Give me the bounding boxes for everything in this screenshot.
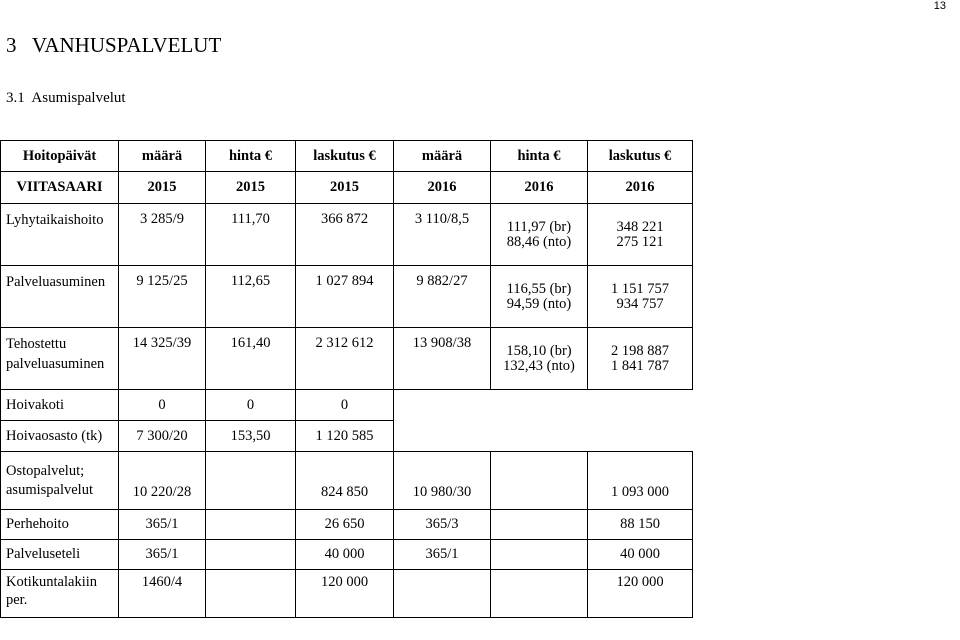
- table-cell: 1 027 894: [296, 266, 394, 328]
- table-row: [1, 452, 693, 510]
- table-cell: 1460/4: [119, 570, 206, 618]
- empty-cell: [394, 390, 693, 421]
- gross-billing: 1 151 757: [611, 281, 669, 297]
- table-cell: 161,40: [206, 328, 296, 390]
- net-billing: 275 121: [616, 233, 664, 250]
- gross-price: 111,97 (br): [506, 219, 572, 235]
- table-row: [1, 266, 693, 328]
- table-cell: 7 300/20: [119, 421, 206, 452]
- header-cell: hinta €: [206, 141, 296, 172]
- table-cell: 824 850: [296, 452, 394, 510]
- table-cell: 1 093 000: [588, 452, 693, 510]
- table-cell: 1 120 585: [296, 421, 394, 452]
- table-cell: [491, 204, 588, 266]
- table-cell: 40 000: [588, 540, 693, 570]
- table-row: [1, 540, 693, 570]
- row-label: Lyhytaikaishoito: [1, 204, 119, 266]
- table-cell: 111,70: [206, 204, 296, 266]
- net-price: 132,43 (nto): [503, 357, 575, 374]
- page-number: 13: [933, 0, 946, 12]
- chapter-title: 3 VANHUSPALVELUT: [6, 33, 222, 57]
- table-year-row: [1, 172, 693, 204]
- care-days-table: [0, 140, 693, 618]
- table-cell: 26 650: [296, 510, 394, 540]
- row-label: Palveluasuminen: [1, 266, 119, 328]
- table-row: [1, 390, 693, 421]
- table-cell: [206, 452, 296, 510]
- row-label: Hoivaosasto (tk): [1, 421, 119, 452]
- row-label: Kotikuntalakiin per.: [1, 570, 119, 618]
- row-label: Palveluseteli: [1, 540, 119, 570]
- table-cell: 120 000: [296, 570, 394, 618]
- net-billing: 934 757: [616, 295, 664, 312]
- table-row: [1, 204, 693, 266]
- table-cell: [206, 570, 296, 618]
- gross-billing: 348 221: [616, 219, 664, 235]
- header-cell: määrä: [119, 141, 206, 172]
- table-cell: [588, 328, 693, 390]
- table-header-row: [1, 141, 693, 172]
- table-cell: 9 882/27: [394, 266, 491, 328]
- table-row: [1, 421, 693, 452]
- table-cell: 2 312 612: [296, 328, 394, 390]
- table-cell: 0: [296, 390, 394, 421]
- gross-price: 116,55 (br): [506, 281, 572, 297]
- table-cell: [588, 204, 693, 266]
- table-cell: 9 125/25: [119, 266, 206, 328]
- table-cell: 365/1: [394, 540, 491, 570]
- table-cell: 153,50: [206, 421, 296, 452]
- header-cell: Hoitopäivät: [1, 141, 119, 172]
- header-cell: laskutus €: [296, 141, 394, 172]
- net-price: 88,46 (nto): [506, 233, 572, 250]
- table-row: [1, 510, 693, 540]
- header-cell: määrä: [394, 141, 491, 172]
- table-row: [1, 328, 693, 390]
- table-cell: 3 110/8,5: [394, 204, 491, 266]
- table-cell: [491, 540, 588, 570]
- row-label: Perhehoito: [1, 510, 119, 540]
- table-cell: 365/1: [119, 540, 206, 570]
- header-cell: hinta €: [491, 141, 588, 172]
- row-label: Tehostettu palveluasuminen: [1, 328, 119, 390]
- table-cell: [491, 452, 588, 510]
- table-row: [1, 570, 693, 618]
- empty-cell: [394, 421, 693, 452]
- table-cell: [394, 570, 491, 618]
- table-cell: 365/3: [394, 510, 491, 540]
- table-cell: [491, 570, 588, 618]
- row-label: Ostopalvelut; asumispalvelut: [1, 452, 119, 510]
- table-cell: [491, 510, 588, 540]
- net-billing: 1 841 787: [611, 357, 669, 374]
- table-cell: 120 000: [588, 570, 693, 618]
- header-cell: 2015: [119, 172, 206, 204]
- table-cell: 10 220/28: [119, 452, 206, 510]
- table-cell: 0: [119, 390, 206, 421]
- row-label: Hoivakoti: [1, 390, 119, 421]
- table-cell: [206, 540, 296, 570]
- table-cell: 112,65: [206, 266, 296, 328]
- header-cell: 2015: [206, 172, 296, 204]
- net-price: 94,59 (nto): [506, 295, 572, 312]
- table-cell: 366 872: [296, 204, 394, 266]
- table-cell: 40 000: [296, 540, 394, 570]
- table-cell: 88 150: [588, 510, 693, 540]
- table-cell: 365/1: [119, 510, 206, 540]
- gross-price: 158,10 (br): [506, 343, 572, 359]
- table-cell: 0: [206, 390, 296, 421]
- table-cell: [491, 266, 588, 328]
- gross-billing: 2 198 887: [611, 343, 669, 359]
- header-cell: laskutus €: [588, 141, 693, 172]
- header-cell: 2016: [588, 172, 693, 204]
- header-cell: 2015: [296, 172, 394, 204]
- table-cell: [588, 266, 693, 328]
- header-cell: 2016: [491, 172, 588, 204]
- table-cell: 10 980/30: [394, 452, 491, 510]
- section-title: 3.1 Asumispalvelut: [6, 90, 126, 106]
- table-cell: 13 908/38: [394, 328, 491, 390]
- header-cell: 2016: [394, 172, 491, 204]
- table-cell: [206, 510, 296, 540]
- table-cell: 14 325/39: [119, 328, 206, 390]
- header-cell: VIITASAARI: [1, 172, 119, 204]
- table-cell: 3 285/9: [119, 204, 206, 266]
- table-cell: [491, 328, 588, 390]
